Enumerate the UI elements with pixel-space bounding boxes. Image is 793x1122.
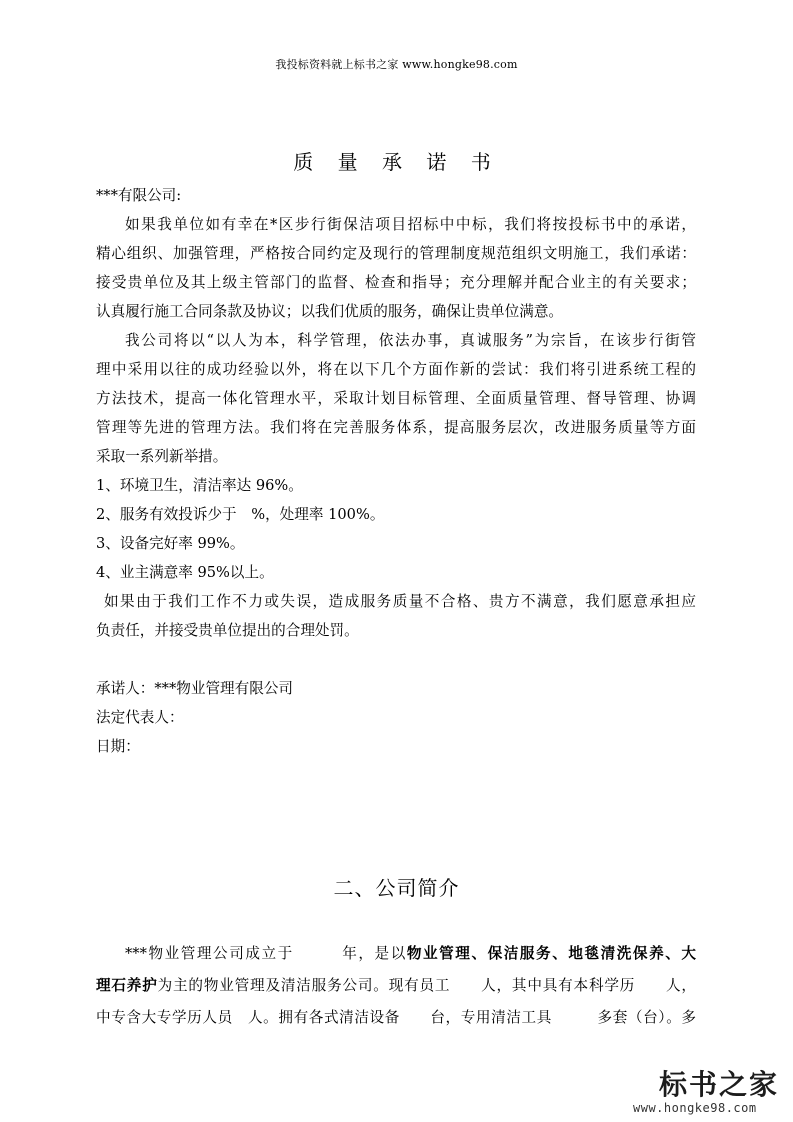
paragraph-line: 我公司将以“以人为本，科学管理，依法办事，真诚服务”为宗旨，在该步行街管 <box>125 332 696 349</box>
intro-line <box>96 938 696 970</box>
paragraph-line: 精心组织、加强管理，严格按合同约定及现行的管理制度规范组织文明施工，我们承诺： <box>96 245 696 262</box>
paragraph-line: 管理等先进的管理方法。我们将在完善服务体系，提高服务层次，改进服务质量等方面 <box>96 419 696 436</box>
logo-url: www.hongke98.com <box>633 1101 757 1115</box>
list-item: 4、业主满意率 95%以上。 <box>96 564 274 581</box>
date-line: 日期： <box>96 738 140 755</box>
logo-text: 标书之家 <box>659 1068 780 1101</box>
paragraph-3 <box>96 587 696 645</box>
paragraph-line: 认真履行施工合同条款及协议；以我们优质的服务，确保让贵单位满意。 <box>96 303 564 320</box>
company-intro <box>96 938 696 1034</box>
intro-bold-text: 理石养护 <box>96 977 158 994</box>
paragraph-line: 负责任，并接受贵单位提出的合理处罚。 <box>96 622 359 639</box>
list-item: 1、环境卫生，清洁率达 96%。 <box>96 477 303 494</box>
intro-text: ***物业管理公司成立于 年，是以 <box>125 945 407 962</box>
section-title: 二、公司简介 <box>333 876 460 900</box>
intro-text: 为主的物业管理及清洁服务公司。现有员工 人，其中具有本科学历 人， <box>157 977 696 994</box>
paragraph-line: 接受贵单位及其上级主管部门的监督、检查和指导；充分理解并配合业主的有关要求； <box>96 274 696 291</box>
legal-representative-line: 法定代表人： <box>96 709 184 726</box>
page-title: 质 量 承 诺 书 <box>293 150 500 174</box>
intro-line: 中专含大专学历人员 人。拥有各式清洁设备 台，专用清洁工具 多套（台）。多 <box>96 1009 696 1026</box>
list-item: 3、设备完好率 99%。 <box>96 535 245 552</box>
paragraph-1 <box>96 210 696 326</box>
promisor-line: 承诺人：***物业管理有限公司 <box>96 680 294 697</box>
paragraph-line: 如果由于我们工作不力或失误，造成服务质量不合格、贵方不满意，我们愿意承担应 <box>104 593 696 610</box>
paragraph-line: 方法技术，提高一体化管理水平，采取计划目标管理、全面质量管理、督导管理、协调 <box>96 390 696 407</box>
paragraph-line: 采取一系列新举措。 <box>96 448 228 465</box>
intro-bold-text: 物业管理、保洁服务、地毯清洗保养、大 <box>406 945 696 962</box>
list-item: 2、服务有效投诉少于 %，处理率 100%。 <box>96 506 385 523</box>
addressee: ***有限公司: <box>96 187 182 204</box>
intro-line <box>96 970 696 1002</box>
watermark-logo <box>633 1063 783 1118</box>
blank-line <box>96 645 696 674</box>
commitment-items <box>96 471 696 587</box>
paragraph-line: 如果我单位如有幸在*区步行街保洁项目招标中中标，我们将按投标书中的承诺， <box>125 216 696 233</box>
commitment-letter <box>96 181 696 761</box>
page-header: 我投标资料就上标书之家 www.hongke98.com <box>275 58 518 71</box>
paragraph-2 <box>96 326 696 471</box>
paragraph-line: 理中采用以往的成功经验以外，将在以下几个方面作新的尝试：我们将引进系统工程的 <box>96 361 696 378</box>
